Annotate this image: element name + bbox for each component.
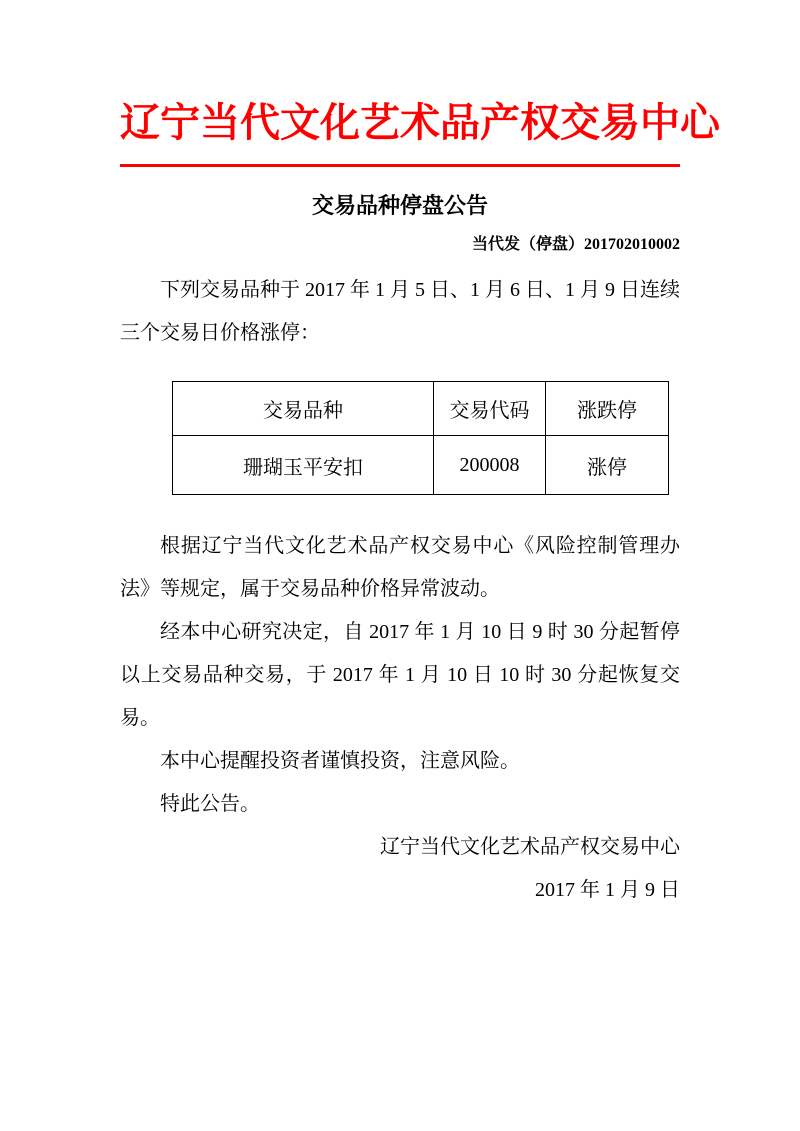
header-limit: 涨跌停 [546,382,669,436]
header-code: 交易代码 [434,382,546,436]
table-header-row [173,382,669,436]
body-paragraph-hereby: 特此公告。 [160,793,260,815]
body-paragraph-risk-warning: 本中心提醒投资者谨慎投资，注意风险。 [160,750,520,772]
letterhead-rule [120,164,680,167]
signature-organization: 辽宁当代文化艺术品产权交易中心 [380,836,680,858]
header-variety: 交易品种 [173,382,434,436]
document-title: 交易品种停盘公告 [311,193,488,218]
intro-paragraph: 下列交易品种于 2017 年 1 月 5 日、1 月 6 日、1 月 9 日连续三个交易日价格涨停： [120,279,680,344]
signature-date: 2017 年 1 月 9 日 [535,879,680,901]
cell-code: 200008 [434,436,546,495]
body-paragraph-basis: 根据辽宁当代文化艺术品产权交易中心《风险控制管理办法》等规定，属于交易品种价格异常波动。 [120,535,680,600]
cell-variety: 珊瑚玉平安扣 [173,436,434,495]
suspended-varieties-table [172,381,669,495]
body-paragraph-decision: 经本中心研究决定，自 2017 年 1 月 10 日 9 时 30 分起暂停以上交易品种交易，于 2017 年 1 月 10 日 10 时 30 分起恢复交易。 [120,621,680,729]
document-number: 当代发（停盘）201702010002 [471,236,680,253]
letterhead-title: 辽宁当代文化艺术品产权交易中心 [120,100,720,145]
cell-limit: 涨停 [546,436,669,495]
table-row [173,436,669,495]
